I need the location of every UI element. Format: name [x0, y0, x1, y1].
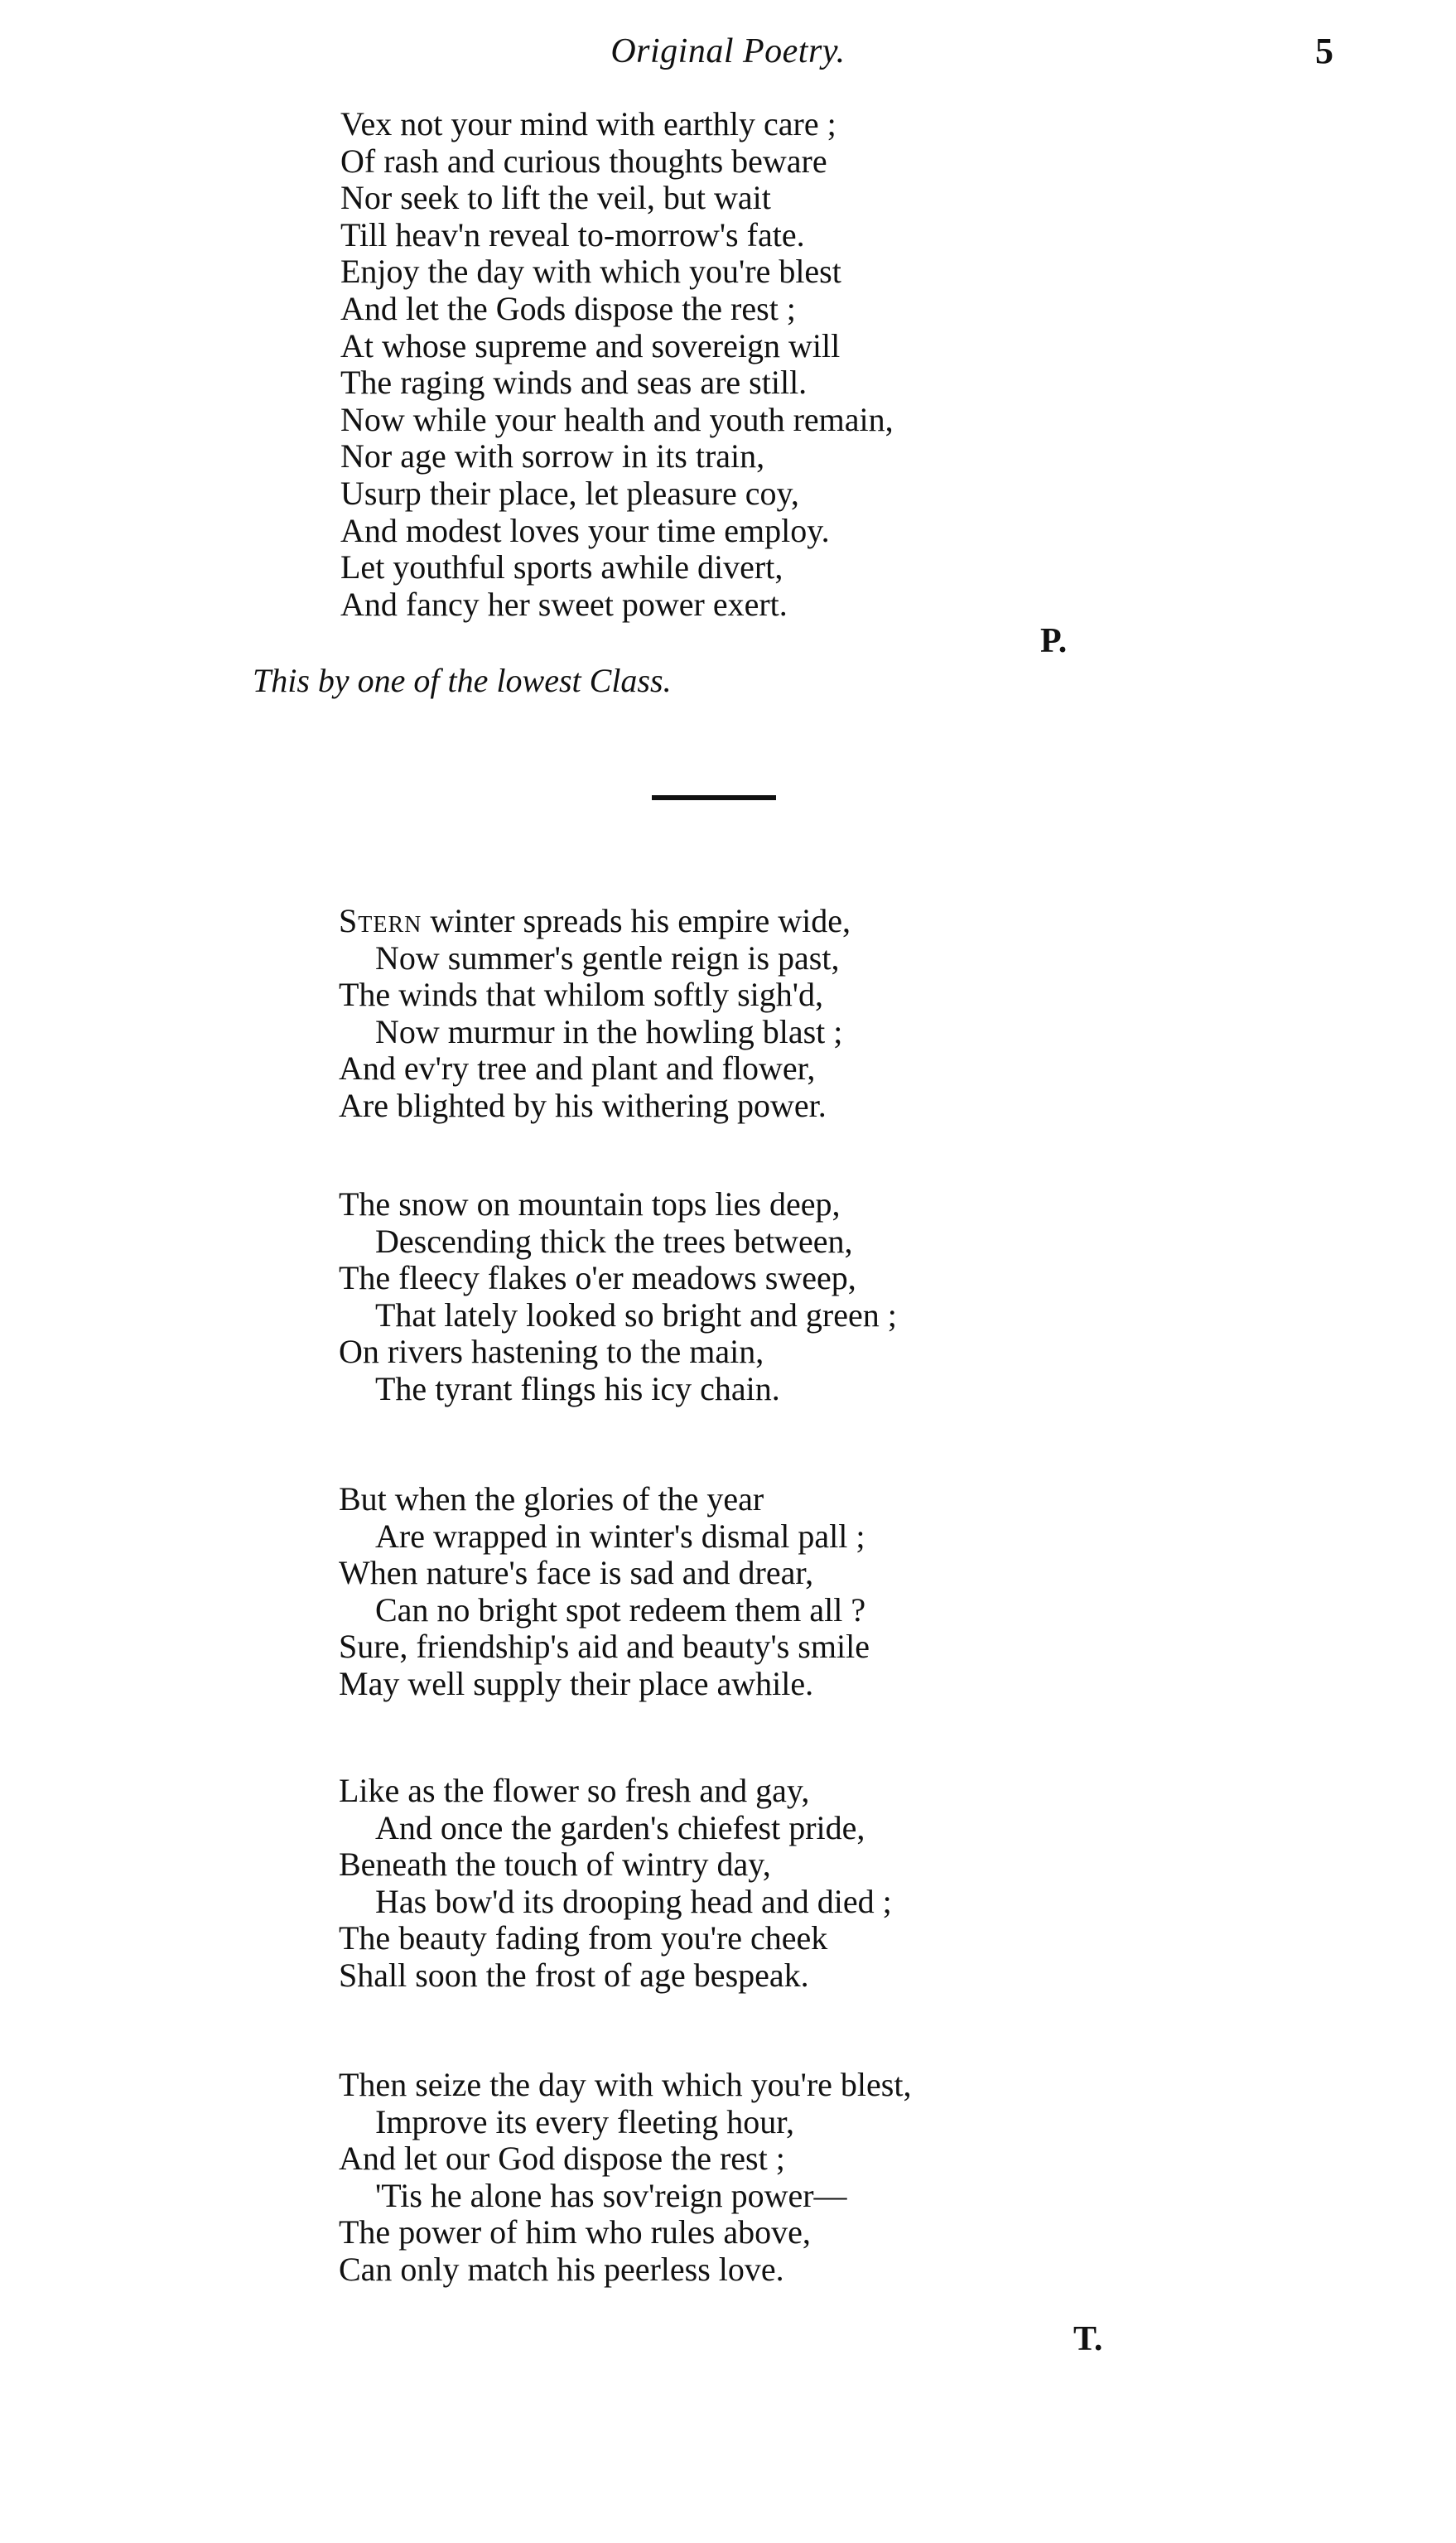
poem-line: On rivers hastening to the main, [339, 1333, 764, 1371]
poem-line: Enjoy the day with which you're blest [340, 253, 841, 291]
poem-two-signature: T. [1073, 2320, 1103, 2358]
poem-line: And let our God dispose the rest ; [339, 2140, 785, 2178]
poem-line: May well supply their place awhile. [339, 1664, 814, 1702]
poem-line: And ev'ry tree and plant and flower, [339, 1050, 816, 1088]
poem-two-stanza-1 [339, 903, 851, 1125]
poem-line: The fleecy flakes o'er meadows sweep, [339, 1259, 856, 1297]
poem-line: Sure, friendship's aid and beauty's smile [339, 1628, 870, 1666]
poem-two-stanza-3 [339, 1481, 870, 1703]
poem-line: Are wrapped in winter's dismal pall ; [375, 1517, 865, 1555]
poem-line: Descending thick the trees between, [375, 1222, 853, 1260]
poem-line: Are blighted by his withering power. [339, 1086, 827, 1124]
poem-line: The tyrant flings his icy chain. [375, 1369, 780, 1407]
attribution-text: This by one of the lowest Class. [253, 662, 672, 699]
first-word-small-caps: Stern [339, 902, 422, 939]
poem-line: Till heav'n reveal to-morrow's fate. [340, 215, 805, 253]
poem-line: The snow on mountain tops lies deep, [339, 1185, 841, 1223]
poem-two-stanza-2 [339, 1186, 897, 1408]
poem-line: When nature's face is sad and drear, [339, 1554, 814, 1592]
poem-line: Has bow'd its drooping head and died ; [375, 1882, 892, 1920]
poem-line: The winds that whilom softly sigh'd, [339, 976, 823, 1014]
poem-one-attribution [253, 661, 672, 700]
poem-line: Now summer's gentle reign is past, [375, 939, 840, 977]
poem-line: 'Tis he alone has sov'reign power— [375, 2176, 847, 2214]
poem-line: Improve its every fleeting hour, [375, 2102, 795, 2140]
poem-line: But when the glories of the year [339, 1480, 764, 1518]
poem-line: Nor age with sorrow in its train, [340, 437, 765, 475]
poem-line: Beneath the touch of wintry day, [339, 1846, 771, 1884]
poem-line: And fancy her sweet power exert. [340, 585, 788, 623]
poem-two-stanza-4 [339, 1773, 892, 1995]
poem-line: And modest loves your time employ. [340, 511, 830, 549]
section-divider-rule [652, 795, 776, 800]
poem-line: Vex not your mind with earthly care ; [340, 105, 836, 142]
poem-one-signature: P. [1040, 622, 1068, 660]
poem-line: And once the garden's chiefest pride, [375, 1808, 865, 1846]
poem-line: That lately looked so bright and green ; [375, 1296, 897, 1334]
poem-line: The power of him who rules above, [339, 2213, 811, 2251]
poem-line: Of rash and curious thoughts beware [340, 142, 827, 180]
poem-line: Shall soon the frost of age bespeak. [339, 1956, 809, 1994]
running-head-title: Original Poetry. [610, 32, 846, 70]
poem-line: And let the Gods dispose the rest ; [340, 289, 796, 327]
poem-line: Usurp their place, let pleasure coy, [340, 474, 799, 512]
poem-line: Can only match his peerless love. [339, 2250, 784, 2288]
poem-two-stanza-5 [339, 2067, 911, 2289]
poem-line: The beauty fading from you're cheek [339, 1919, 828, 1957]
poem-line: Then seize the day with which you're blest, [339, 2066, 912, 2103]
page-number: 5 [1315, 31, 1333, 71]
poem-line: Can no bright spot redeem them all ? [375, 1590, 866, 1629]
poem-line: The raging winds and seas are still. [340, 364, 808, 402]
poem-line: Let youthful sports awhile divert, [340, 548, 783, 586]
poem-one [340, 106, 894, 623]
poem-line: At whose supreme and sovereign will [340, 326, 841, 364]
poem-line: Nor seek to lift the veil, but wait [340, 179, 771, 217]
poem-line-rest: winter spreads his empire wide, [422, 902, 851, 939]
poem-line: Now murmur in the howling blast ; [375, 1012, 843, 1050]
poem-line: Like as the flower so fresh and gay, [339, 1772, 810, 1809]
poem-line [339, 903, 851, 940]
poem-line: Now while your health and youth remain, [340, 400, 894, 438]
